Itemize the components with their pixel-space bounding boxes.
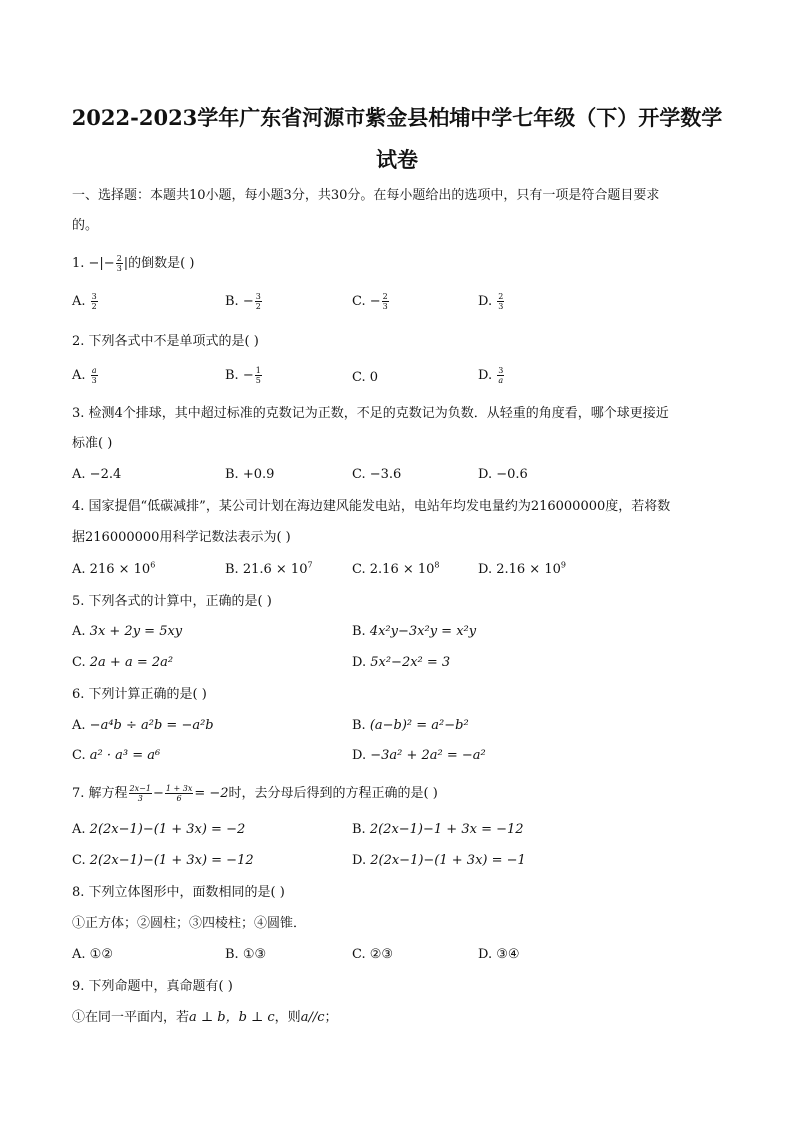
- question-8-stem-line2: ①正方体；②圆柱；③四棱柱；④圆锥．: [72, 916, 307, 931]
- question-6-option-c: C. a² · a³ = a⁶: [72, 748, 161, 763]
- fraction: $\frac{2x-1}{3}$: [129, 784, 151, 803]
- question-3-option-d: D. −0.6: [478, 467, 528, 482]
- question-7-stem: 7. 解方程 $\frac{2x-1}{3}$ − $\frac{1 + 3x}{6}$ = −2时，去分母后得到的方程正确的是( ): [72, 784, 438, 803]
- question-4-option-a: A. $216 \times 10^6$: [72, 560, 156, 577]
- question-7-option-d: D. 2(2x−1)−(1 + 3x) = −1: [352, 853, 526, 868]
- question-6-option-d: D. −3a² + 2a² = −a²: [352, 748, 486, 763]
- question-2-stem: 2. 下列各式中不是单项式的是( ): [72, 334, 259, 349]
- question-4-stem-line2: 据216000000用科学记数法表示为( ): [72, 530, 291, 545]
- question-3-option-c: C. −3.6: [352, 467, 402, 482]
- question-3-option-b: B. +0.9: [225, 467, 275, 482]
- question-4-option-c: C. $2.16 \times 10^8$: [352, 560, 440, 577]
- question-8-option-b: B. ①③: [225, 947, 267, 962]
- question-1-option-c: C. − $\frac{2}{3}$: [352, 292, 388, 311]
- fraction: $\frac{1 + 3x}{6}$: [165, 784, 193, 803]
- question-4-option-b: B. $21.6 \times 10^7$: [225, 560, 313, 577]
- question-8-option-c: C. ②③: [352, 947, 394, 962]
- question-8-option-a: A. ①②: [72, 947, 113, 962]
- question-5-stem: 5. 下列各式的计算中，正确的是( ): [72, 594, 272, 609]
- question-4-stem-line1: 4. 国家提倡“低碳减排”，某公司计划在海边建风能发电站，电站年均发电量约为216000000度，若将数: [72, 499, 671, 514]
- question-2-option-c: C. 0: [352, 370, 379, 385]
- question-6-stem: 6. 下列计算正确的是( ): [72, 687, 207, 702]
- question-7-option-a: A. 2(2x−1)−(1 + 3x) = −2: [72, 822, 246, 837]
- question-7-option-b: B. 2(2x−1)−1 + 3x = −12: [352, 822, 524, 837]
- question-6-option-b: B. (a−b)² = a²−b²: [352, 718, 469, 733]
- fraction: $\frac{2}{3}$: [116, 254, 122, 273]
- question-5-option-b: B. 4x²y−3x²y = x²y: [352, 624, 477, 639]
- question-1-stem: 1. −|− $\frac{2}{3}$ |的倒数是( ): [72, 254, 195, 273]
- page-title-line1: 2022-2023学年广东省河源市紫金县柏埔中学七年级（下）开学数学: [71, 105, 723, 130]
- question-9-stem: 9. 下列命题中，真命题有( ): [72, 979, 233, 994]
- question-3-stem-line2: 标准( ): [72, 436, 113, 451]
- question-3-stem-line1: 3. 检测4个排球，其中超过标准的克数记为正数，不足的克数记为负数．从轻重的角度看，哪个球更接近: [72, 406, 669, 421]
- question-6-option-a: A. −a⁴b ÷ a²b = −a²b: [72, 718, 214, 733]
- question-1-option-d: D. $\frac{2}{3}$: [478, 292, 504, 311]
- section-intro-line2: 的。: [72, 218, 99, 233]
- section-intro-line1: 一、选择题：本题共10小题，每小题3分，共30分。在每小题给出的选项中，只有一项是符合题目要求: [72, 188, 660, 203]
- question-5-option-d: D. 5x²−2x² = 3: [352, 655, 451, 670]
- question-8-stem: 8. 下列立体图形中，面数相同的是( ): [72, 885, 285, 900]
- question-4-option-d: D. $2.16 \times 10^9$: [478, 560, 566, 577]
- question-5-option-a: A. 3x + 2y = 5xy: [72, 624, 183, 639]
- question-2-option-b: B. − $\frac{1}{5}$: [225, 366, 261, 385]
- question-1-option-a: A. $\frac{3}{2}$: [72, 292, 97, 311]
- question-2-option-d: D. $\frac{3}{a}$: [478, 366, 504, 385]
- question-2-option-a: A. $\frac{a}{3}$: [72, 366, 97, 385]
- question-5-option-c: C. 2a + a = 2a²: [72, 655, 174, 670]
- question-8-option-d: D. ③④: [478, 947, 520, 962]
- question-7-option-c: C. 2(2x−1)−(1 + 3x) = −12: [72, 853, 254, 868]
- question-3-option-a: A. −2.4: [72, 467, 122, 482]
- question-1-option-b: B. − $\frac{3}{2}$: [225, 292, 261, 311]
- page-title-line2: 试卷: [376, 147, 418, 172]
- question-9-stem-line2: ①在同一平面内，若a ⊥ b，b ⊥ c，则a//c；: [72, 1010, 338, 1025]
